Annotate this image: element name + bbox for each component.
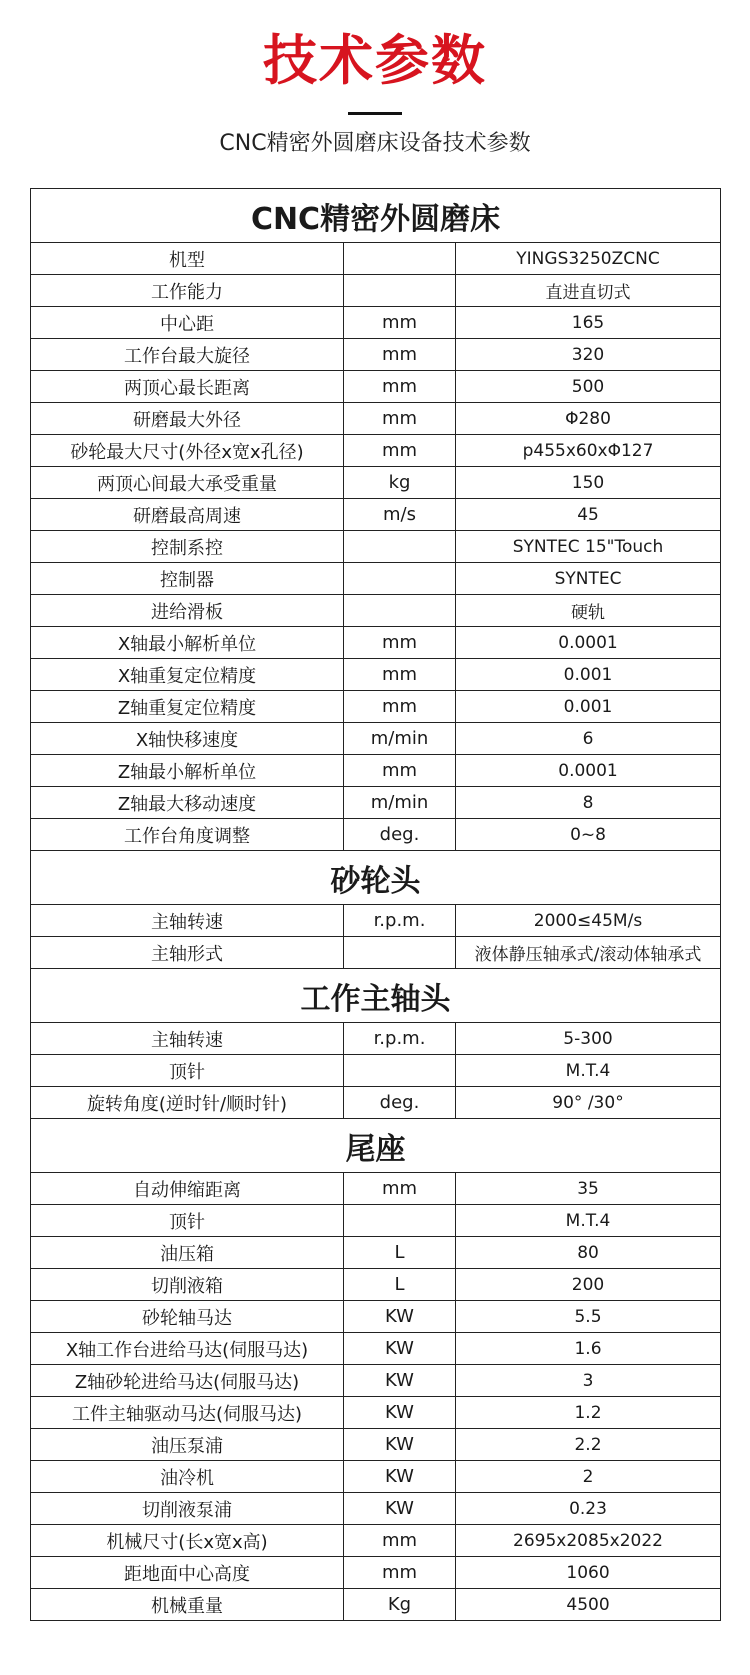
param-value-cell: 0.001: [456, 659, 721, 691]
param-name-cell: 机械尺寸(长x宽x高): [31, 1525, 344, 1557]
param-unit-cell: mm: [344, 659, 456, 691]
param-unit-cell: KW: [344, 1493, 456, 1525]
param-unit-cell: [344, 1055, 456, 1087]
spec-table: [30, 188, 721, 1621]
table-row: [31, 403, 721, 435]
param-value-cell: 90° /30°: [456, 1087, 721, 1119]
table-row: [31, 1333, 721, 1365]
param-name-cell: X轴最小解析单位: [31, 627, 344, 659]
section-header-row: [31, 189, 721, 243]
param-unit-cell: mm: [344, 339, 456, 371]
title-divider: [348, 112, 402, 115]
table-row: [31, 659, 721, 691]
param-value-cell: YINGS3250ZCNC: [456, 243, 721, 275]
param-unit-cell: mm: [344, 403, 456, 435]
param-value-cell: 液体静压轴承式/滚动体轴承式: [456, 937, 721, 969]
table-row: [31, 531, 721, 563]
param-unit-cell: [344, 275, 456, 307]
param-value-cell: 500: [456, 371, 721, 403]
param-unit-cell: mm: [344, 755, 456, 787]
param-value-cell: 2000≤45M/s: [456, 905, 721, 937]
param-unit-cell: m/min: [344, 723, 456, 755]
table-row: [31, 819, 721, 851]
param-unit-cell: KW: [344, 1397, 456, 1429]
table-row: [31, 563, 721, 595]
param-value-cell: 165: [456, 307, 721, 339]
param-value-cell: M.T.4: [456, 1205, 721, 1237]
param-value-cell: M.T.4: [456, 1055, 721, 1087]
param-name-cell: Z轴最小解析单位: [31, 755, 344, 787]
param-unit-cell: mm: [344, 371, 456, 403]
param-unit-cell: r.p.m.: [344, 1023, 456, 1055]
section-header-row: [31, 851, 721, 905]
param-name-cell: X轴快移速度: [31, 723, 344, 755]
param-name-cell: 油压箱: [31, 1237, 344, 1269]
param-name-cell: X轴重复定位精度: [31, 659, 344, 691]
table-row: [31, 755, 721, 787]
table-row: [31, 1087, 721, 1119]
param-unit-cell: KW: [344, 1429, 456, 1461]
param-unit-cell: mm: [344, 1173, 456, 1205]
param-unit-cell: mm: [344, 691, 456, 723]
param-name-cell: 切削液泵浦: [31, 1493, 344, 1525]
table-row: [31, 435, 721, 467]
table-row: [31, 1173, 721, 1205]
spec-table-body: [31, 189, 721, 1621]
param-value-cell: 150: [456, 467, 721, 499]
param-name-cell: 顶针: [31, 1205, 344, 1237]
param-name-cell: 自动伸缩距离: [31, 1173, 344, 1205]
param-value-cell: 45: [456, 499, 721, 531]
param-name-cell: 工作台最大旋径: [31, 339, 344, 371]
table-row: [31, 1461, 721, 1493]
param-name-cell: X轴工作台进给马达(伺服马达): [31, 1333, 344, 1365]
table-row: [31, 787, 721, 819]
param-name-cell: 研磨最高周速: [31, 499, 344, 531]
param-value-cell: p455x60xΦ127: [456, 435, 721, 467]
param-name-cell: 主轴转速: [31, 1023, 344, 1055]
table-row: [31, 275, 721, 307]
param-value-cell: Φ280: [456, 403, 721, 435]
table-row: [31, 1525, 721, 1557]
param-name-cell: Z轴重复定位精度: [31, 691, 344, 723]
param-unit-cell: [344, 243, 456, 275]
table-row: [31, 1397, 721, 1429]
param-unit-cell: r.p.m.: [344, 905, 456, 937]
param-value-cell: 0.23: [456, 1493, 721, 1525]
section-header-row: [31, 969, 721, 1023]
param-name-cell: 油压泵浦: [31, 1429, 344, 1461]
table-row: [31, 1023, 721, 1055]
table-row: [31, 1429, 721, 1461]
table-row: [31, 1055, 721, 1087]
param-unit-cell: [344, 1205, 456, 1237]
param-value-cell: 320: [456, 339, 721, 371]
param-unit-cell: deg.: [344, 1087, 456, 1119]
param-name-cell: 顶针: [31, 1055, 344, 1087]
param-unit-cell: mm: [344, 627, 456, 659]
param-unit-cell: [344, 531, 456, 563]
param-name-cell: 旋转角度(逆时针/顺时针): [31, 1087, 344, 1119]
param-unit-cell: [344, 563, 456, 595]
param-unit-cell: [344, 937, 456, 969]
param-value-cell: 直进直切式: [456, 275, 721, 307]
param-value-cell: 4500: [456, 1589, 721, 1621]
param-value-cell: SYNTEC 15"Touch: [456, 531, 721, 563]
param-name-cell: Z轴最大移动速度: [31, 787, 344, 819]
param-unit-cell: mm: [344, 307, 456, 339]
param-value-cell: 5-300: [456, 1023, 721, 1055]
param-name-cell: Z轴砂轮进给马达(伺服马达): [31, 1365, 344, 1397]
table-row: [31, 243, 721, 275]
param-name-cell: 控制系控: [31, 531, 344, 563]
param-name-cell: 中心距: [31, 307, 344, 339]
table-row: [31, 339, 721, 371]
param-unit-cell: [344, 595, 456, 627]
table-row: [31, 691, 721, 723]
table-row: [31, 307, 721, 339]
param-name-cell: 进给滑板: [31, 595, 344, 627]
param-unit-cell: KW: [344, 1301, 456, 1333]
table-row: [31, 1365, 721, 1397]
param-name-cell: 主轴形式: [31, 937, 344, 969]
table-row: [31, 595, 721, 627]
section-heading: 工作主轴头: [31, 969, 721, 1023]
table-row: [31, 499, 721, 531]
param-name-cell: 工作台角度调整: [31, 819, 344, 851]
param-value-cell: 硬轨: [456, 595, 721, 627]
param-name-cell: 机械重量: [31, 1589, 344, 1621]
param-value-cell: 5.5: [456, 1301, 721, 1333]
param-name-cell: 砂轮轴马达: [31, 1301, 344, 1333]
param-value-cell: 0.001: [456, 691, 721, 723]
param-unit-cell: KW: [344, 1365, 456, 1397]
param-unit-cell: deg.: [344, 819, 456, 851]
table-row: [31, 1557, 721, 1589]
param-value-cell: 1060: [456, 1557, 721, 1589]
param-name-cell: 工件主轴驱动马达(伺服马达): [31, 1397, 344, 1429]
section-heading: CNC精密外圆磨床: [31, 189, 721, 243]
param-name-cell: 主轴转速: [31, 905, 344, 937]
param-value-cell: 2695x2085x2022: [456, 1525, 721, 1557]
param-name-cell: 两顶心间最大承受重量: [31, 467, 344, 499]
param-value-cell: 0.0001: [456, 755, 721, 787]
table-row: [31, 1205, 721, 1237]
param-unit-cell: KW: [344, 1461, 456, 1493]
param-value-cell: 3: [456, 1365, 721, 1397]
param-name-cell: 控制器: [31, 563, 344, 595]
table-row: [31, 723, 721, 755]
table-row: [31, 371, 721, 403]
param-unit-cell: m/min: [344, 787, 456, 819]
param-value-cell: 1.2: [456, 1397, 721, 1429]
table-row: [31, 467, 721, 499]
param-unit-cell: mm: [344, 435, 456, 467]
param-name-cell: 切削液箱: [31, 1269, 344, 1301]
param-value-cell: 2: [456, 1461, 721, 1493]
param-value-cell: 200: [456, 1269, 721, 1301]
param-unit-cell: KW: [344, 1333, 456, 1365]
param-value-cell: SYNTEC: [456, 563, 721, 595]
param-unit-cell: kg: [344, 467, 456, 499]
param-unit-cell: m/s: [344, 499, 456, 531]
param-value-cell: 35: [456, 1173, 721, 1205]
page-title: 技术参数: [263, 29, 487, 92]
param-value-cell: 0~8: [456, 819, 721, 851]
param-unit-cell: mm: [344, 1525, 456, 1557]
param-name-cell: 砂轮最大尺寸(外径x宽x孔径): [31, 435, 344, 467]
page-subtitle: CNC精密外圆磨床设备技术参数: [219, 131, 531, 156]
section-header-row: [31, 1119, 721, 1173]
param-name-cell: 油冷机: [31, 1461, 344, 1493]
table-row: [31, 905, 721, 937]
table-row: [31, 937, 721, 969]
param-value-cell: 6: [456, 723, 721, 755]
param-value-cell: 8: [456, 787, 721, 819]
param-unit-cell: Kg: [344, 1589, 456, 1621]
param-value-cell: 2.2: [456, 1429, 721, 1461]
table-row: [31, 1301, 721, 1333]
param-unit-cell: L: [344, 1237, 456, 1269]
param-unit-cell: L: [344, 1269, 456, 1301]
param-name-cell: 工作能力: [31, 275, 344, 307]
table-row: [31, 1269, 721, 1301]
param-name-cell: 研磨最大外径: [31, 403, 344, 435]
param-value-cell: 80: [456, 1237, 721, 1269]
table-row: [31, 1589, 721, 1621]
table-row: [31, 627, 721, 659]
param-value-cell: 0.0001: [456, 627, 721, 659]
table-row: [31, 1493, 721, 1525]
param-name-cell: 机型: [31, 243, 344, 275]
param-value-cell: 1.6: [456, 1333, 721, 1365]
param-unit-cell: mm: [344, 1557, 456, 1589]
table-row: [31, 1237, 721, 1269]
section-heading: 尾座: [31, 1119, 721, 1173]
section-heading: 砂轮头: [31, 851, 721, 905]
param-name-cell: 距地面中心高度: [31, 1557, 344, 1589]
param-name-cell: 两顶心最长距离: [31, 371, 344, 403]
